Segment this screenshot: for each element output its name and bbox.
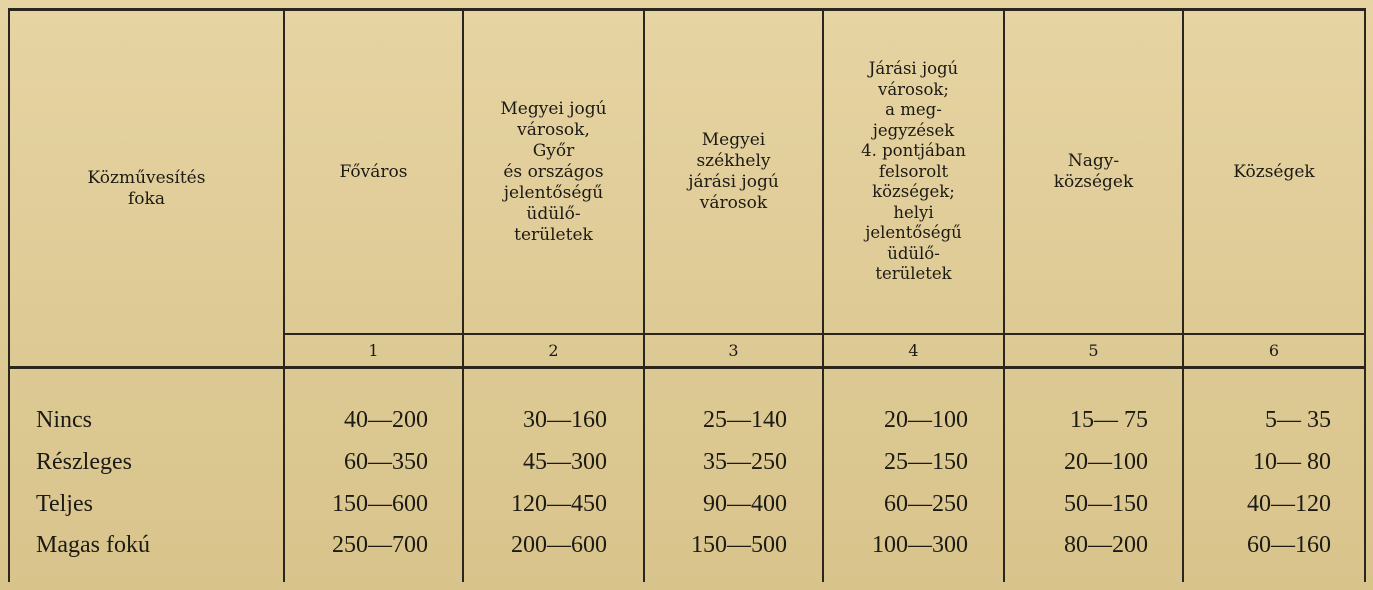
row-header-cell xyxy=(10,11,283,366)
column-header-2 xyxy=(464,11,643,333)
right-border xyxy=(1364,8,1366,582)
column-number: 5 xyxy=(1088,341,1099,360)
table-cell: 20—100 xyxy=(1064,449,1148,475)
table-cell: 60—250 xyxy=(884,491,968,517)
column-number-5 xyxy=(1005,335,1182,366)
table-cell: 40—200 xyxy=(344,407,428,433)
column-number: 2 xyxy=(548,341,559,360)
table-cell: 100—300 xyxy=(872,532,968,558)
row-label: Teljes xyxy=(36,491,93,517)
column-header-label: Megyei székhely járási jogú városok xyxy=(688,130,779,213)
table-cell: 200—600 xyxy=(511,532,607,558)
column-number-1 xyxy=(285,335,462,366)
table-cell: 15— 75 xyxy=(1070,407,1148,433)
row-label: Magas fokú xyxy=(36,532,150,558)
row-label: Nincs xyxy=(36,407,92,433)
table-cell: 60—350 xyxy=(344,449,428,475)
column-number: 4 xyxy=(908,341,919,360)
table-cell: 150—500 xyxy=(691,532,787,558)
column-header-5 xyxy=(1005,11,1182,333)
row-label: Részleges xyxy=(36,449,132,475)
row-header-label: Közművesítés foka xyxy=(87,167,206,209)
column-header-label: Községek xyxy=(1233,161,1315,182)
table-cell: 250—700 xyxy=(332,532,428,558)
column-number-3 xyxy=(645,335,822,366)
column-number: 1 xyxy=(368,341,379,360)
column-header-4 xyxy=(824,11,1003,333)
column-header-6 xyxy=(1184,11,1364,333)
column-header-3 xyxy=(645,11,822,333)
table-cell: 50—150 xyxy=(1064,491,1148,517)
header-bottom-line xyxy=(8,366,1366,369)
column-number: 6 xyxy=(1268,341,1280,360)
table-cell: 20—100 xyxy=(884,407,968,433)
table-cell: 150—600 xyxy=(332,491,428,517)
column-header-label: Megyei jogú városok, Győr és országos jelentőségű üdülő- területek xyxy=(500,98,607,245)
table-cell: 25—140 xyxy=(703,407,787,433)
column-number-4 xyxy=(824,335,1003,366)
column-number: 3 xyxy=(728,341,739,360)
table-cell: 90—400 xyxy=(703,491,787,517)
column-header-label: Főváros xyxy=(339,161,408,182)
table-cell: 10— 80 xyxy=(1253,449,1331,475)
column-header-1 xyxy=(285,11,462,333)
table-cell: 35—250 xyxy=(703,449,787,475)
table-cell: 80—200 xyxy=(1064,532,1148,558)
table-cell: 5— 35 xyxy=(1265,407,1331,433)
column-header-label: Nagy- községek xyxy=(1053,151,1134,192)
table-cell: 30—160 xyxy=(523,407,607,433)
column-number-2 xyxy=(464,335,643,366)
table-cell: 25—150 xyxy=(884,449,968,475)
table-cell: 45—300 xyxy=(523,449,607,475)
table-cell: 60—160 xyxy=(1247,532,1331,558)
column-number-6 xyxy=(1184,335,1364,366)
column-header-label: Járási jogú városok; a meg- jegyzések 4. pontjában felsorolt községek; helyi jelentőségű üdülő- területek xyxy=(861,59,966,284)
table-cell: 120—450 xyxy=(511,491,607,517)
table-cell: 40—120 xyxy=(1247,491,1331,517)
